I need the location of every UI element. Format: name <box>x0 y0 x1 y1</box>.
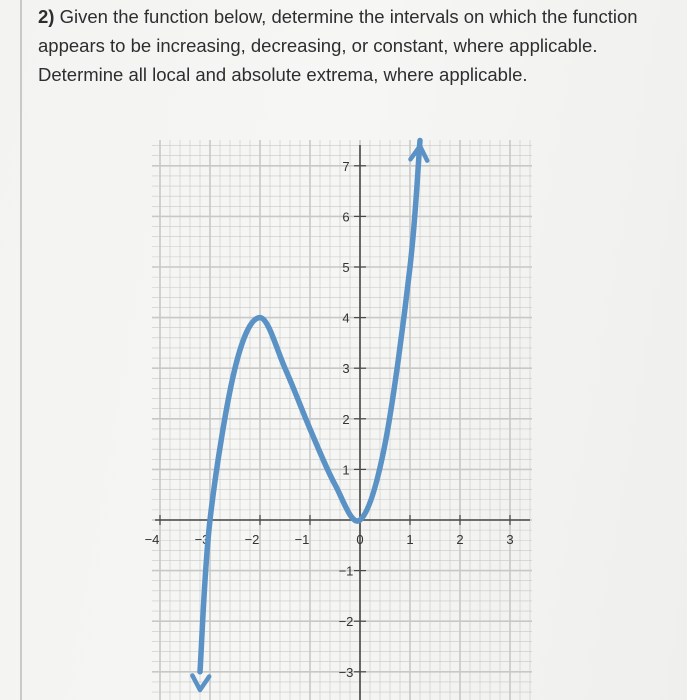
x-tick-label: 1 <box>406 532 414 547</box>
y-tick-label: 5 <box>342 260 350 275</box>
x-tick-label: −4 <box>144 532 160 547</box>
x-tick-label: 3 <box>506 532 514 547</box>
y-tick-label: 4 <box>342 310 350 326</box>
x-tick-label: −3 <box>194 532 210 547</box>
x-tick-label: 2 <box>456 532 464 547</box>
question-body: Given the function below, determine the intervals on which the function appears to be increasing, decreasing, or constant, where applicable. Determine all local and absolute extrema, where applicable. <box>38 6 638 85</box>
y-tick-label: 7 <box>342 158 350 174</box>
arrow-down-left <box>192 676 209 690</box>
x-tick-label: −2 <box>244 532 260 547</box>
y-tick-label: −2 <box>338 614 354 630</box>
y-tick-label: 3 <box>342 361 350 377</box>
y-tick-label: −1 <box>338 563 354 579</box>
y-tick-label: 6 <box>342 209 350 225</box>
y-tick-label: 2 <box>342 411 350 427</box>
y-tick-label: −3 <box>338 664 354 680</box>
x-tick-label: −1 <box>294 532 310 547</box>
question-number: 2) <box>38 6 55 27</box>
x-tick-label: 0 <box>356 532 364 547</box>
y-tick-label: 1 <box>342 462 350 478</box>
